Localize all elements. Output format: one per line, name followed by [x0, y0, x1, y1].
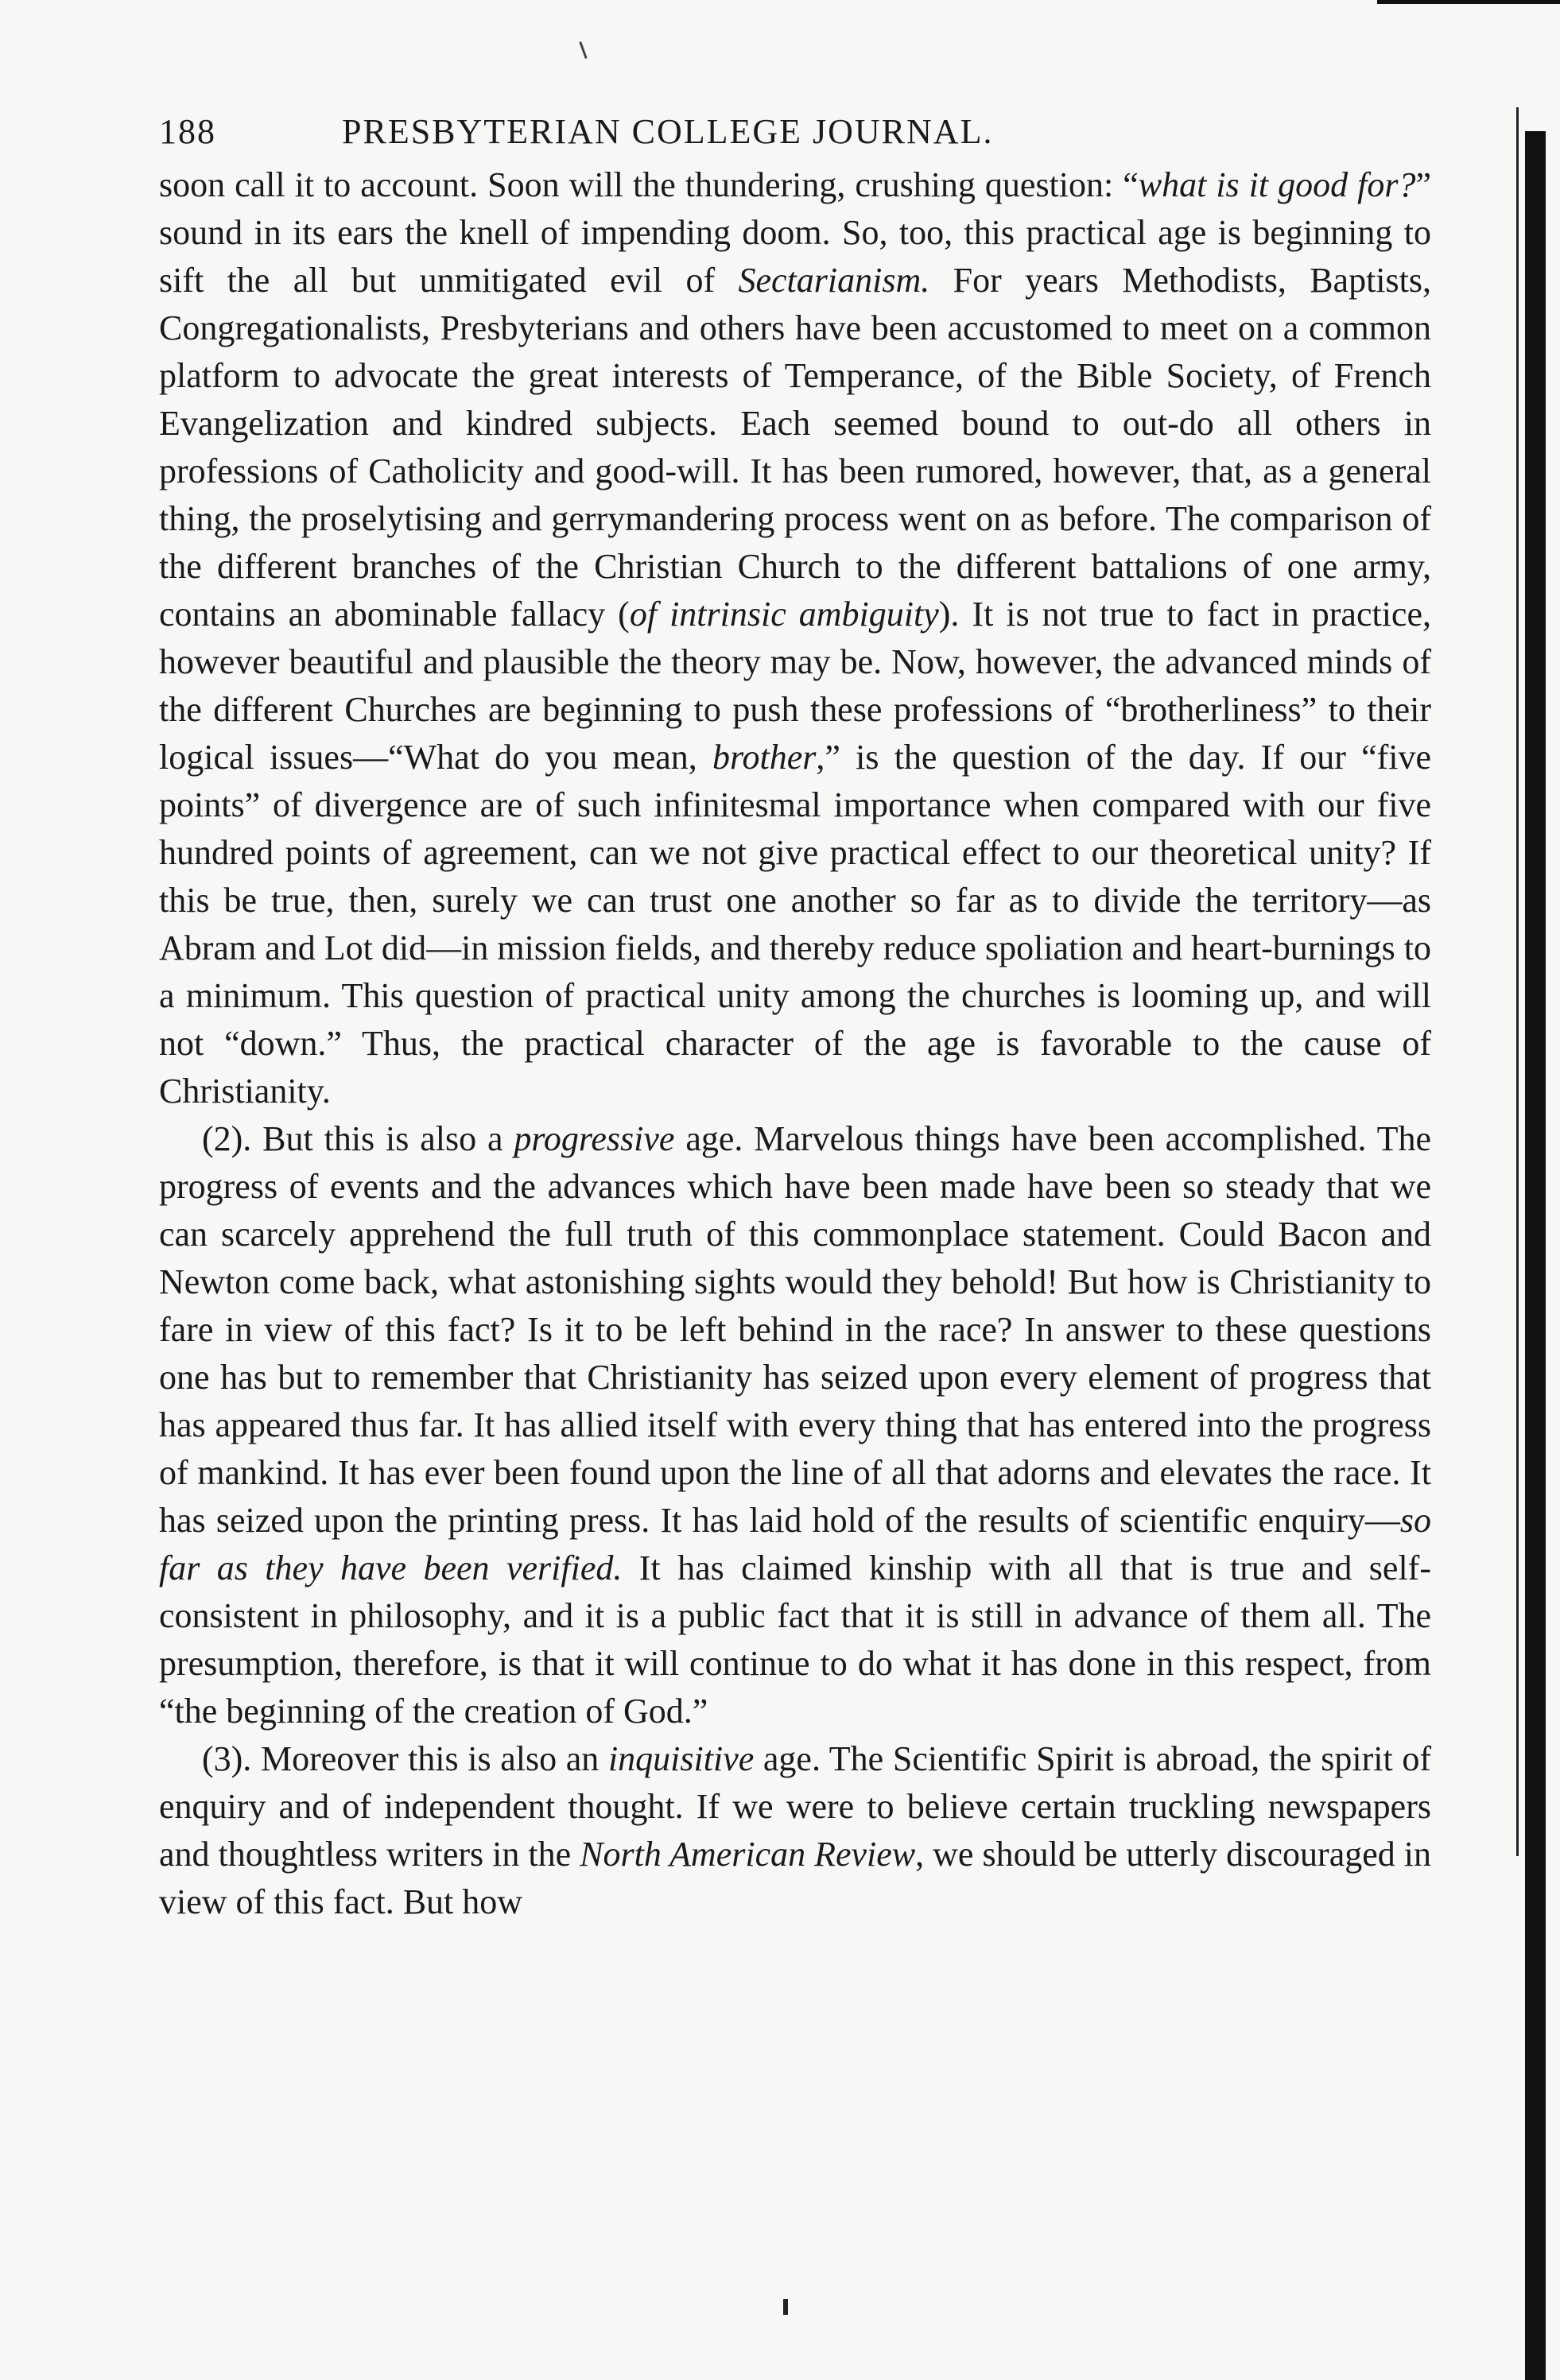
- italic-segment: of intrinsic ambiguity: [629, 595, 939, 634]
- journal-page: [159, 111, 1431, 1926]
- page-fold-line: [1516, 107, 1519, 1856]
- italic-segment: progressive: [514, 1119, 675, 1158]
- paragraph-3: [159, 1735, 1431, 1926]
- italic-segment: inquisitive: [607, 1739, 755, 1778]
- text-segment: ” sound in its ears the knell of impending doom. So, too, this practical age is beginning to sift the all but unmitigated evil of: [159, 165, 1431, 300]
- text-segment: (3). Moreover this is also an: [202, 1739, 608, 1778]
- text-segment: ,” is the question of the day. If our “five points” of divergence are of such infinitesmal importance when compared with our five hundred points of agreement, can we not give practical effect to our theoretical unity? If this be true, then, surely we can trust one another so far as to divide the territory—as Abram and Lot did—in mission fields, and thereby reduce spoliation and heart-burnings to a minimum. This question of practical unity among the churches is looming up, and will not “down.” Thus, the practical character of the age is favorable to the cause of Christianity.: [159, 738, 1432, 1111]
- top-edge-rule: [1377, 0, 1560, 4]
- page-number: 188: [159, 112, 216, 151]
- paragraph-2: [159, 1115, 1431, 1735]
- scan-tick-mark: [579, 41, 587, 59]
- text-segment: It has claimed kinship with all that is true and self-consistent in philosophy, and it is a public fact that it is still in advance of them all. The presumption, therefore, is that it will continue to do what it has done in this respect, from “the beginning of the creation of God.”: [159, 1549, 1431, 1731]
- footer-mark: [783, 2299, 788, 2315]
- italic-segment: so far as they have been verified.: [159, 1501, 1431, 1587]
- running-title: PRESBYTERIAN COLLEGE JOURNAL.: [342, 112, 994, 151]
- italic-segment: Sectarianism.: [738, 261, 930, 300]
- text-segment: , we should be utterly discouraged in view of this fact. But how: [159, 1835, 1431, 1921]
- text-segment: For years Methodists, Baptists, Congregationalists, Presbyterians and others have been accustomed to meet on a common platform to advocate the great interests of Temperance, of the Bible Society, of French Evangelization and kindred subjects. Each seemed bound to out-do all others in professions of Catholicity and good-will. It has been rumored, however, that, as a general thing, the proselytising and gerrymandering process went on as before. The comparison of the different branches of the Christian Church to the different battalions of one army, contains an abominable fallacy (: [159, 261, 1431, 634]
- italic-segment: brother: [712, 738, 817, 777]
- text-segment: age. Marvelous things have been accomplished. The progress of events and the advances which have been made have been so steady that we can scarcely apprehend the full truth of this commonplace statement. Could Bacon and Newton come back, what astonishing sights would they behold! But how is Christianity to fare in view of this fact? Is it to be left behind in the race? In answer to these questions one has but to remember that Christianity has seized upon every element of progress that has appeared thus far. It has allied itself with every thing that has entered into the progress of mankind. It has ever been found upon the line of all that adorns and elevates the race. It has seized upon the printing press. It has laid hold of the results of scientific enquiry—: [159, 1119, 1431, 1540]
- text-segment: (2). But this is also a: [202, 1119, 514, 1158]
- italic-segment: North American Review: [580, 1835, 916, 1874]
- paragraph-1: [159, 161, 1431, 1115]
- text-segment: age. The Scientific Spirit is abroad, the spirit of enquiry and of independent thought. If we were to believe certain truckling newspapers and thoughtless writers in the: [159, 1739, 1431, 1874]
- text-segment: soon call it to account. Soon will the thundering, crushing question: “: [159, 165, 1139, 204]
- body-text: [159, 161, 1431, 1926]
- italic-segment: what is it good for?: [1138, 165, 1416, 204]
- text-segment: ). It is not true to fact in practice, however beautiful and plausible the theory may be. Now, however, the advanced minds of the different Churches are beginning to push these professions of “brotherliness” to their logical issues—“What do you mean,: [159, 595, 1431, 777]
- page-header: [159, 111, 1431, 152]
- page-edge-shadow: [1525, 131, 1546, 2380]
